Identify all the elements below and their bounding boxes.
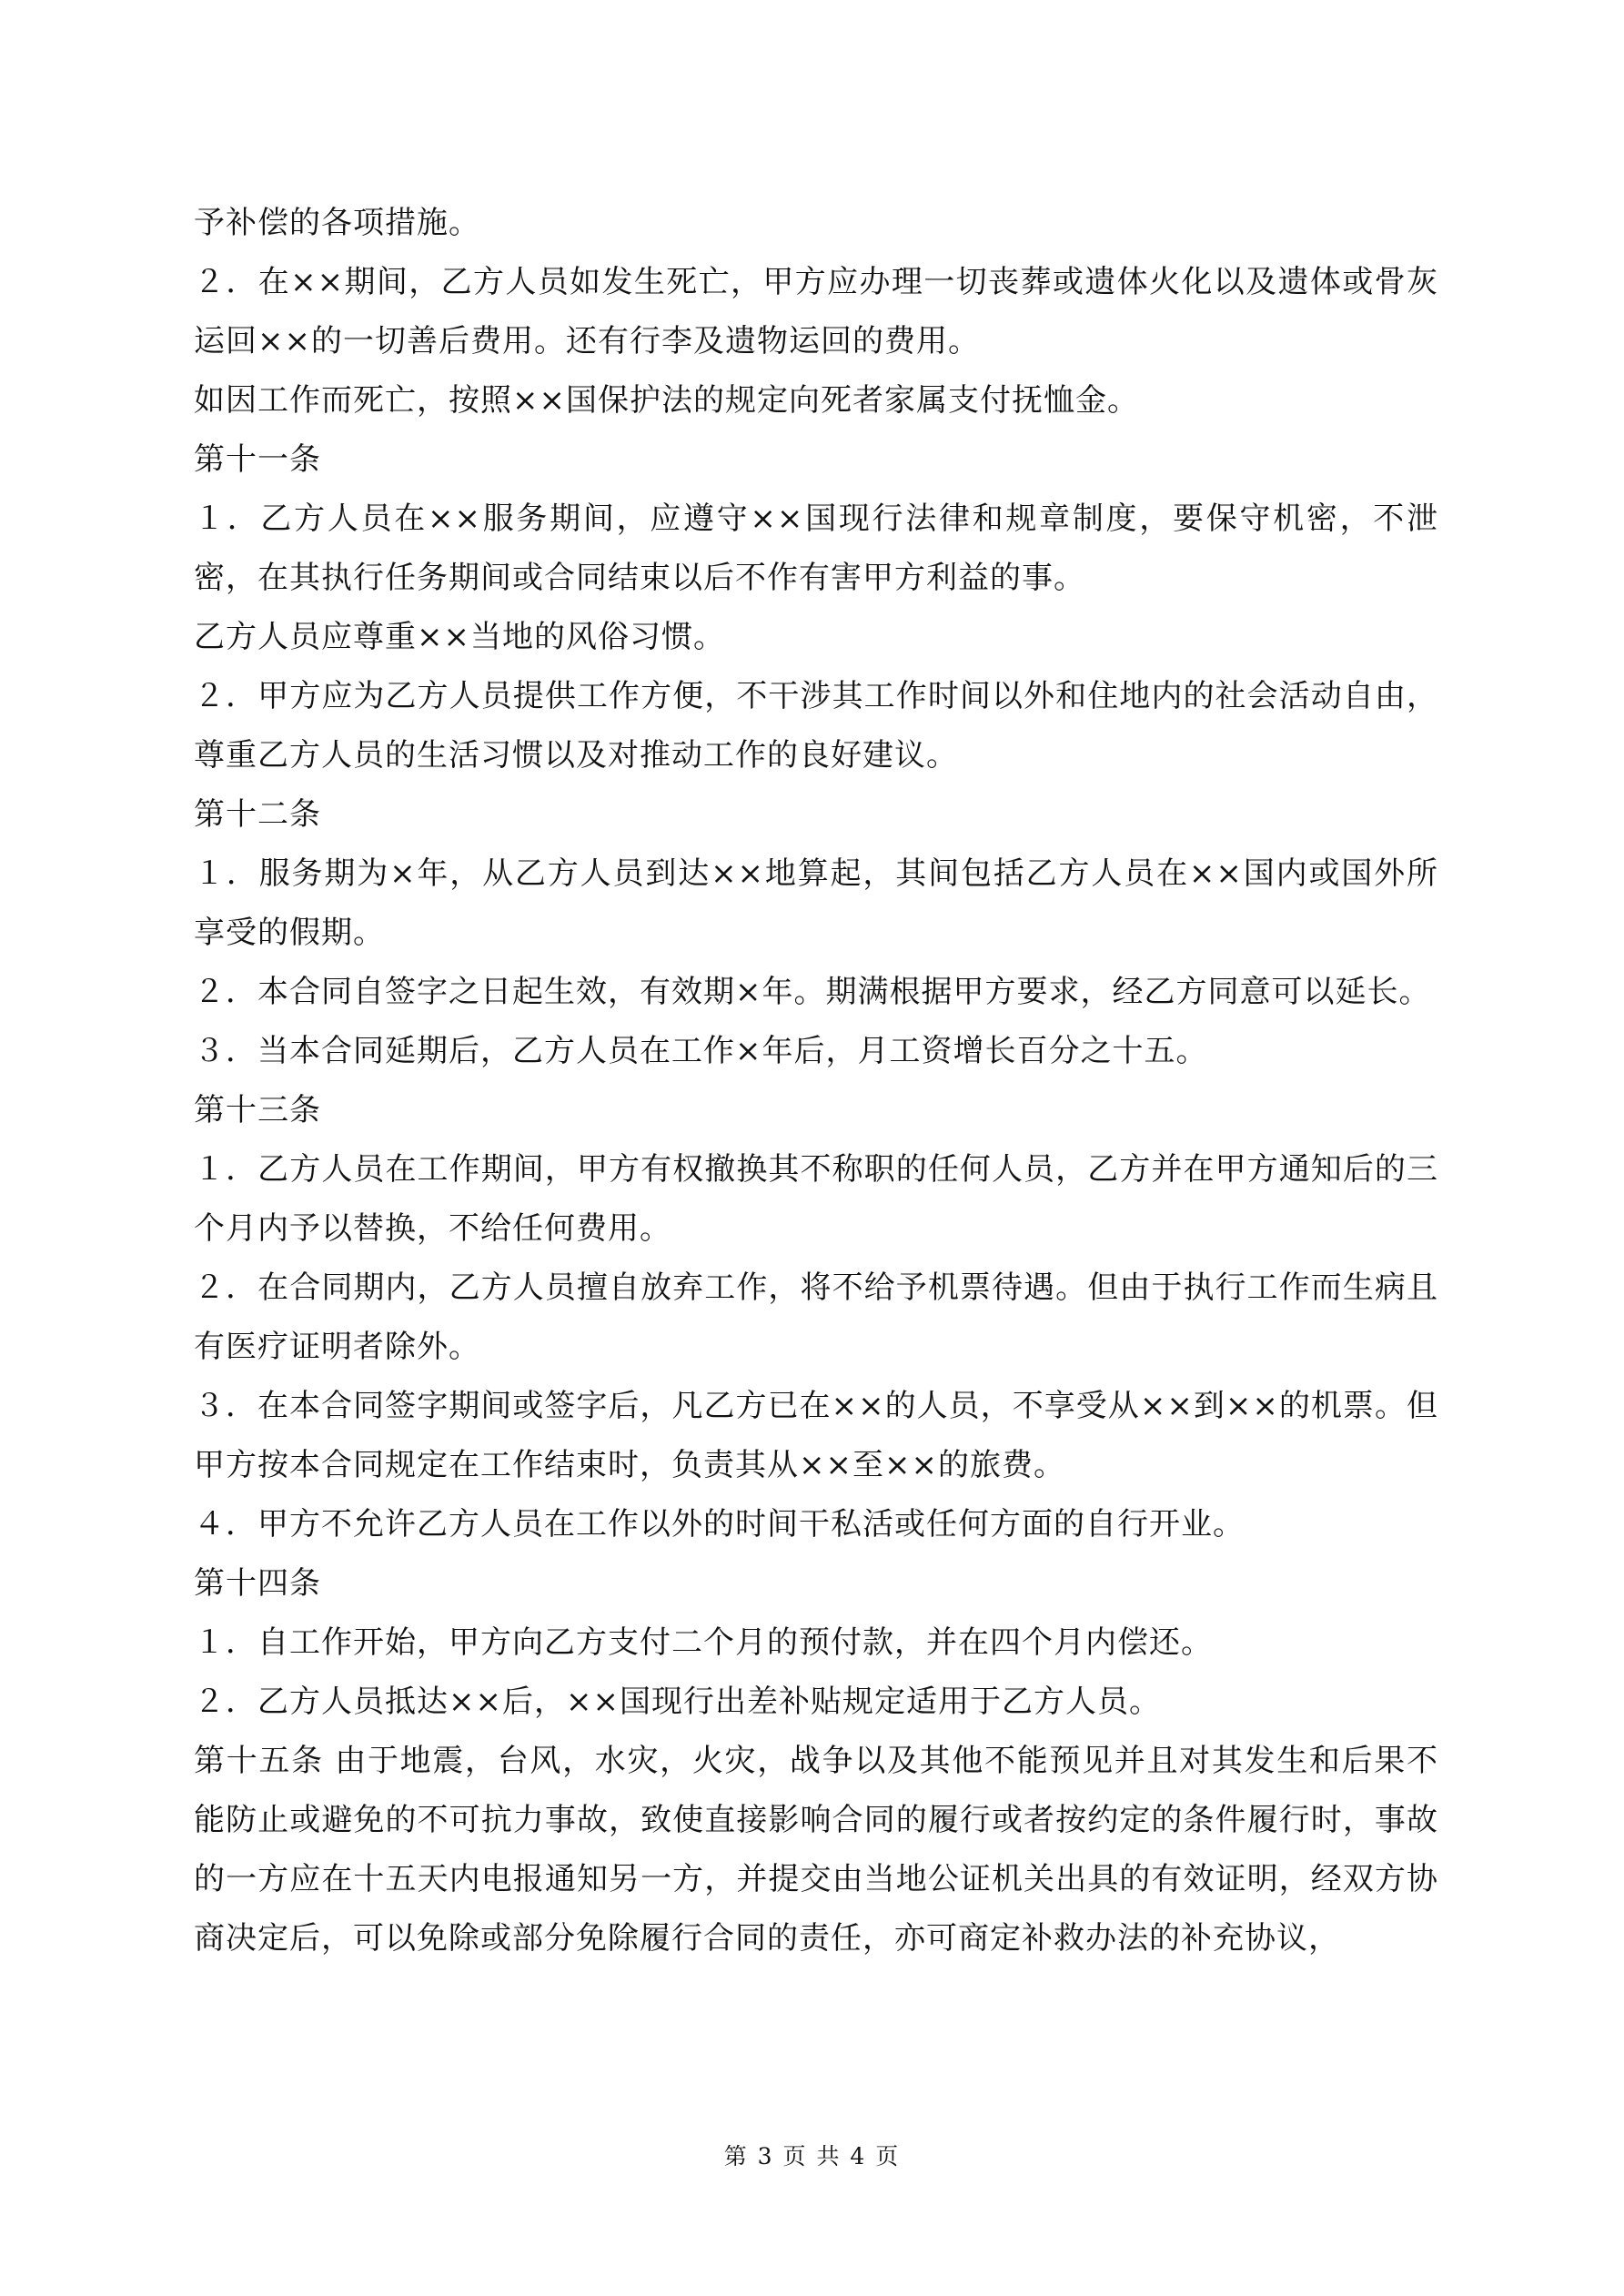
paragraph: ３．当本合同延期后，乙方人员在工作×年后，月工资增长百分之十五。: [194, 1033, 1208, 1069]
paragraph: 如因工作而死亡，按照××国保护法的规定向死者家属支付抚恤金。: [194, 382, 1139, 419]
paragraph: ２．在××期间，乙方人员如发生死亡，甲方应办理一切丧葬或遗体火化以及遗体或骨灰运回××的一切善后费用。还有行李及遗物运回的费用。: [194, 264, 1438, 359]
paragraph: ２．甲方应为乙方人员提供工作方便，不干涉其工作时间以外和住地内的社会活动自由，尊重乙方人员的生活习惯以及对推动工作的良好建议。: [194, 678, 1438, 774]
paragraph: ３．在本合同签字期间或签字后，凡乙方已在××的人员，不享受从××到××的机票。但甲方按本合同规定在工作结束时，负责其从××至××的旅费。: [194, 1388, 1438, 1483]
article-heading: 第十四条: [194, 1565, 321, 1602]
paragraph: ２．乙方人员抵达××后，××国现行出差补贴规定适用于乙方人员。: [194, 1684, 1161, 1720]
paragraph: 乙方人员应尊重××当地的风俗习惯。: [194, 619, 725, 655]
paragraph: 第十五条 由于地震，台风，水灾，火灾，战争以及其他不能预见并且对其发生和后果不能防止或避免的不可抗力事故，致使直接影响合同的履行或者按约定的条件履行时，事故的一方应在十五天内电报通知另一方，并提交由当地公证机关出具的有效证明，经双方协商决定后，可以免除或部分免除履行合同的责任，亦可商定补救办法的补充协议，: [194, 1743, 1438, 1957]
paragraph: ４．甲方不允许乙方人员在工作以外的时间干私活或任何方面的自行开业。: [194, 1506, 1245, 1542]
paragraph: ２．在合同期内，乙方人员擅自放弃工作，将不给予机票待遇。但由于执行工作而生病且有医疗证明者除外。: [194, 1269, 1438, 1365]
article-heading: 第十三条: [194, 1092, 321, 1128]
paragraph: １．乙方人员在××服务期间，应遵守××国现行法律和规章制度，要保守机密，不泄密，在其执行任务期间或合同结束以后不作有害甲方利益的事。: [194, 501, 1438, 596]
paragraph: １．服务期为×年，从乙方人员到达××地算起，其间包括乙方人员在××国内或国外所享受的假期。: [194, 855, 1438, 951]
document-body: [194, 194, 1438, 1968]
article-heading: 第十二条: [194, 796, 321, 833]
paragraph: １．自工作开始，甲方向乙方支付二个月的预付款，并在四个月内偿还。: [194, 1624, 1213, 1661]
paragraph: 予补偿的各项措施。: [194, 205, 480, 241]
paragraph: ２．本合同自签字之日起生效，有效期×年。期满根据甲方要求，经乙方同意可以延长。: [194, 974, 1431, 1010]
paragraph: １．乙方人员在工作期间，甲方有权撤换其不称职的任何人员，乙方并在甲方通知后的三个月内予以替换，不给任何费用。: [194, 1151, 1438, 1247]
page-number-footer: 第 3 页 共 4 页: [723, 2143, 901, 2170]
article-heading: 第十一条: [194, 441, 321, 478]
